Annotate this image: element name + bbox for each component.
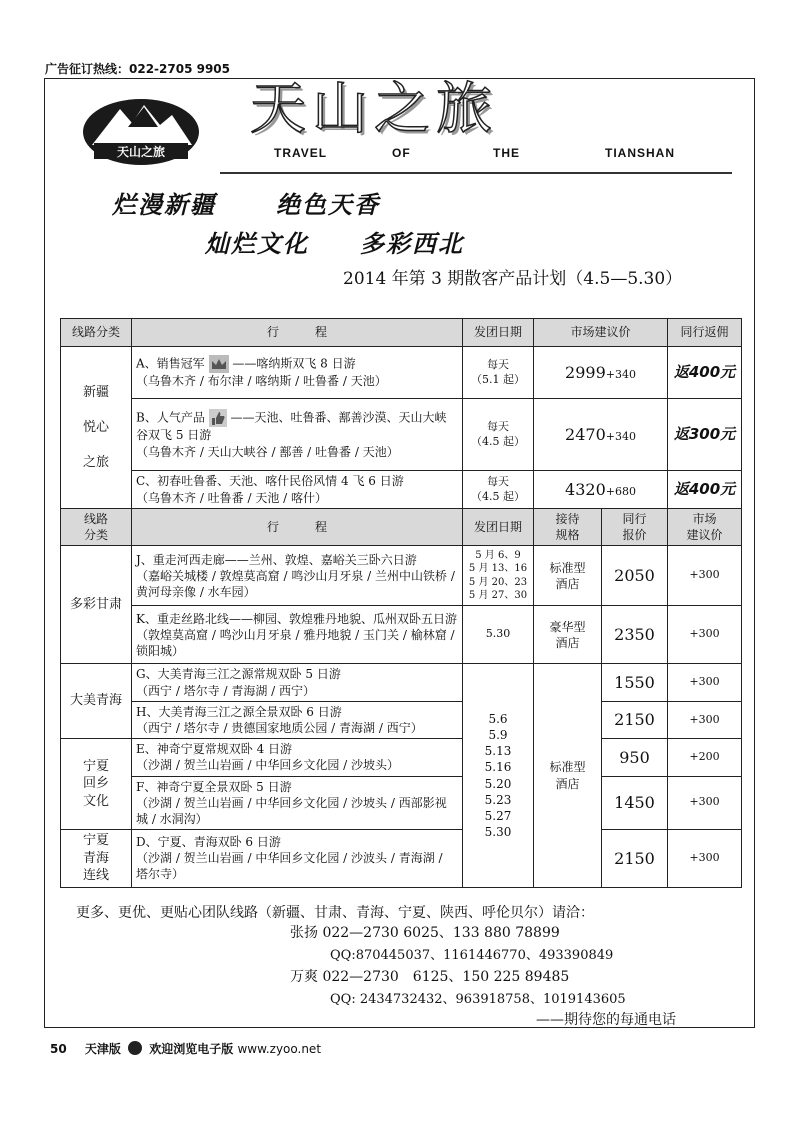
shared-depart-dates: 5.6 5.9 5.13 5.16 5.20 5.23 5.27 5.30 xyxy=(463,664,534,887)
subtitle-word: THE xyxy=(493,146,520,160)
trade-price: 2150 xyxy=(602,830,668,888)
header-cell: 线路 分类 xyxy=(61,509,132,546)
table-row xyxy=(61,399,742,471)
header-cell: 行 程 xyxy=(132,509,463,546)
route-cell[interactable] xyxy=(132,830,463,888)
header-cell: 行 程 xyxy=(132,319,463,347)
ad-hotline: 广告征订热线：022-2705 9905 xyxy=(45,62,231,76)
logo-text: 天山之旅 xyxy=(116,145,166,159)
header-cell: 发团日期 xyxy=(463,319,534,347)
mountain-logo-icon xyxy=(80,97,202,167)
table-row xyxy=(61,701,742,738)
category-ningxia-qinghai: 宁夏 青海 连线 xyxy=(61,830,132,888)
route-stops: （西宁 / 塔尔寺 / 贵德国家地质公园 / 青海湖 / 西宁） xyxy=(136,720,423,735)
brand-title-char: 天 xyxy=(250,77,312,142)
shared-hotel-level: 标准型 酒店 xyxy=(534,664,602,887)
crown-icon xyxy=(209,355,229,373)
refund-badge: 返300元 xyxy=(668,399,742,471)
route-cell[interactable] xyxy=(132,606,463,664)
contact-line[interactable]: 张扬 022—2730 6025、133 880 78899 xyxy=(290,925,560,941)
brand-title xyxy=(250,77,498,142)
slogan: 多彩西北 xyxy=(360,229,464,258)
header-cell: 发团日期 xyxy=(463,509,534,546)
depart-date: 每天 （5.1 起） xyxy=(463,347,534,399)
route-title: F、神奇宁夏全景双卧 5 日游 xyxy=(136,779,292,794)
edition-label: 天津版 xyxy=(84,1042,121,1056)
tianshan-logo xyxy=(80,97,202,167)
route-title: K、重走丝路北线——柳园、敦煌雅丹地貌、瓜州双卧五日游 xyxy=(136,611,457,626)
route-cell[interactable] xyxy=(132,546,463,606)
footer-url[interactable]: www.zyoo.net xyxy=(237,1042,322,1056)
route-cell[interactable] xyxy=(132,776,463,830)
route-stops: （沙湖 / 贺兰山岩画 / 中华回乡文化园 / 沙坡头 / 西部影视城 / 水洞沟） xyxy=(136,795,447,826)
table-row xyxy=(61,776,742,830)
category-xinjiang: 新疆 悦心 之旅 xyxy=(61,347,132,509)
market-price: +300 xyxy=(668,701,742,738)
contact-intro: 更多、更优、更贴心团队线路（新疆、甘肃、青海、宁夏、陕西、呼伦贝尔）请洽： xyxy=(76,905,594,921)
category-gansu: 多彩甘肃 xyxy=(61,546,132,664)
route-cell[interactable] xyxy=(132,701,463,738)
route-title: C、初春吐鲁番、天池、喀什民俗风情 4 飞 6 日游 xyxy=(136,474,404,489)
brand-title-char: 旅 xyxy=(436,77,498,142)
header-cell: 同行返佣 xyxy=(668,319,742,347)
xinjiang-header-row xyxy=(61,319,742,347)
trade-price: 1550 xyxy=(602,664,668,701)
market-price: 4320+680 xyxy=(534,471,668,509)
thumbs-up-icon xyxy=(209,409,227,427)
page-footer xyxy=(50,1040,321,1057)
contact-qq[interactable]: QQ:870445037、1161446770、493390849 xyxy=(330,948,614,963)
footer-cta: 欢迎浏览电子版 xyxy=(149,1042,234,1056)
plan-title: 2014 年第 3 期散客产品计划（4.5—5.30） xyxy=(343,269,683,289)
contact-qq[interactable]: QQ: 2434732432、963918758、1019143605 xyxy=(330,992,626,1007)
subtitle-word: TIANSHAN xyxy=(605,146,675,160)
route-table xyxy=(60,318,742,888)
route-stops: （乌鲁木齐 / 布尔津 / 喀纳斯 / 吐鲁番 / 天池） xyxy=(136,374,387,389)
category-ningxia: 宁夏 回乡 文化 xyxy=(61,739,132,830)
depart-date: 5.30 xyxy=(463,606,534,664)
market-price: +300 xyxy=(668,546,742,606)
market-price: +300 xyxy=(668,776,742,830)
route-title: H、大美青海三江之源全景双卧 6 日游 xyxy=(136,704,342,719)
northwest-header-row xyxy=(61,509,742,546)
route-stops: （乌鲁木齐 / 吐鲁番 / 天池 / 喀什） xyxy=(136,490,328,505)
depart-date: 每天 （4.5 起） xyxy=(463,471,534,509)
header-cell: 线路分类 xyxy=(61,319,132,347)
route-stops: （乌鲁木齐 / 天山大峡谷 / 鄯善 / 吐鲁番 / 天池） xyxy=(136,444,399,459)
depart-date: 5 月 6、9 5 月 13、16 5 月 20、23 5 月 27、30 xyxy=(463,546,534,606)
table-row xyxy=(61,830,742,888)
market-price: 2470+340 xyxy=(534,399,668,471)
table-row xyxy=(61,347,742,399)
slogan: 绝色天香 xyxy=(276,190,380,219)
contact-closing: ——期待您的每通电话 xyxy=(536,1012,676,1028)
subtitle-word: TRAVEL xyxy=(274,146,328,160)
header-cell: 市场 建议价 xyxy=(668,509,742,546)
title-underline xyxy=(220,172,732,174)
route-title: E、神奇宁夏常规双卧 4 日游 xyxy=(136,742,293,757)
market-price: 2999+340 xyxy=(534,347,668,399)
contact-line[interactable]: 万爽 022—2730 6125、150 225 89485 xyxy=(290,969,570,985)
route-title: J、重走河西走廊——兰州、敦煌、嘉峪关三卧六日游 xyxy=(136,552,417,567)
brand-badge-icon xyxy=(128,1041,142,1055)
refund-badge: 返400元 xyxy=(668,471,742,509)
table-row xyxy=(61,546,742,606)
table-row xyxy=(61,606,742,664)
hotel-level: 豪华型 酒店 xyxy=(534,606,602,664)
slogan: 灿烂文化 xyxy=(205,229,309,258)
table-row xyxy=(61,664,742,701)
route-desc: ——喀纳斯双飞 8 日游 xyxy=(232,356,356,371)
route-title: D、宁夏、青海双卧 6 日游 xyxy=(136,835,281,850)
page-number: 50 xyxy=(50,1042,67,1056)
route-cell[interactable] xyxy=(132,399,463,471)
subtitle-word: OF xyxy=(392,146,411,160)
market-price: +200 xyxy=(668,739,742,776)
route-stops: （敦煌莫高窟 / 鸣沙山月牙泉 / 雅丹地貌 / 玉门关 / 榆林窟 / 锁阳城） xyxy=(136,627,455,658)
route-title: A、销售冠军 xyxy=(136,356,205,371)
header-cell: 市场建议价 xyxy=(534,319,668,347)
route-cell[interactable] xyxy=(132,347,463,399)
trade-price: 950 xyxy=(602,739,668,776)
market-price: +300 xyxy=(668,830,742,888)
market-price: +300 xyxy=(668,606,742,664)
refund-badge: 返400元 xyxy=(668,347,742,399)
depart-date: 每天 （4.5 起） xyxy=(463,399,534,471)
slogan: 烂漫新疆 xyxy=(112,190,216,219)
route-title: B、人气产品 xyxy=(136,410,205,425)
route-stops: （沙湖 / 贺兰山岩画 / 中华回乡文化园 / 沙坡头） xyxy=(136,758,400,773)
trade-price: 2350 xyxy=(602,606,668,664)
market-price: +300 xyxy=(668,664,742,701)
table-row xyxy=(61,471,742,509)
brand-title-char: 山 xyxy=(312,77,374,142)
route-stops: （西宁 / 塔尔寺 / 青海湖 / 西宁） xyxy=(136,683,316,698)
trade-price: 2050 xyxy=(602,546,668,606)
route-cell[interactable] xyxy=(132,739,463,776)
header-cell: 同行 报价 xyxy=(602,509,668,546)
route-stops: （嘉峪关城楼 / 敦煌莫高窟 / 鸣沙山月牙泉 / 兰州中山铁桥 / 黄河母亲像 / 水车园） xyxy=(136,568,455,599)
header-cell: 接待 规格 xyxy=(534,509,602,546)
table-row xyxy=(61,739,742,776)
route-cell[interactable] xyxy=(132,664,463,701)
route-stops: （沙湖 / 贺兰山岩画 / 中华回乡文化园 / 沙波头 / 青海湖 / 塔尔寺） xyxy=(136,851,443,882)
brand-title-char: 之 xyxy=(374,77,436,142)
route-title: G、大美青海三江之源常规双卧 5 日游 xyxy=(136,667,341,682)
route-desc: ——天池、吐鲁番、鄯善沙漠、天山大峡谷双飞 5 日游 xyxy=(136,410,447,443)
trade-price: 2150 xyxy=(602,701,668,738)
category-qinghai: 大美青海 xyxy=(61,664,132,739)
route-cell[interactable] xyxy=(132,471,463,509)
trade-price: 1450 xyxy=(602,776,668,830)
hotel-level: 标准型 酒店 xyxy=(534,546,602,606)
